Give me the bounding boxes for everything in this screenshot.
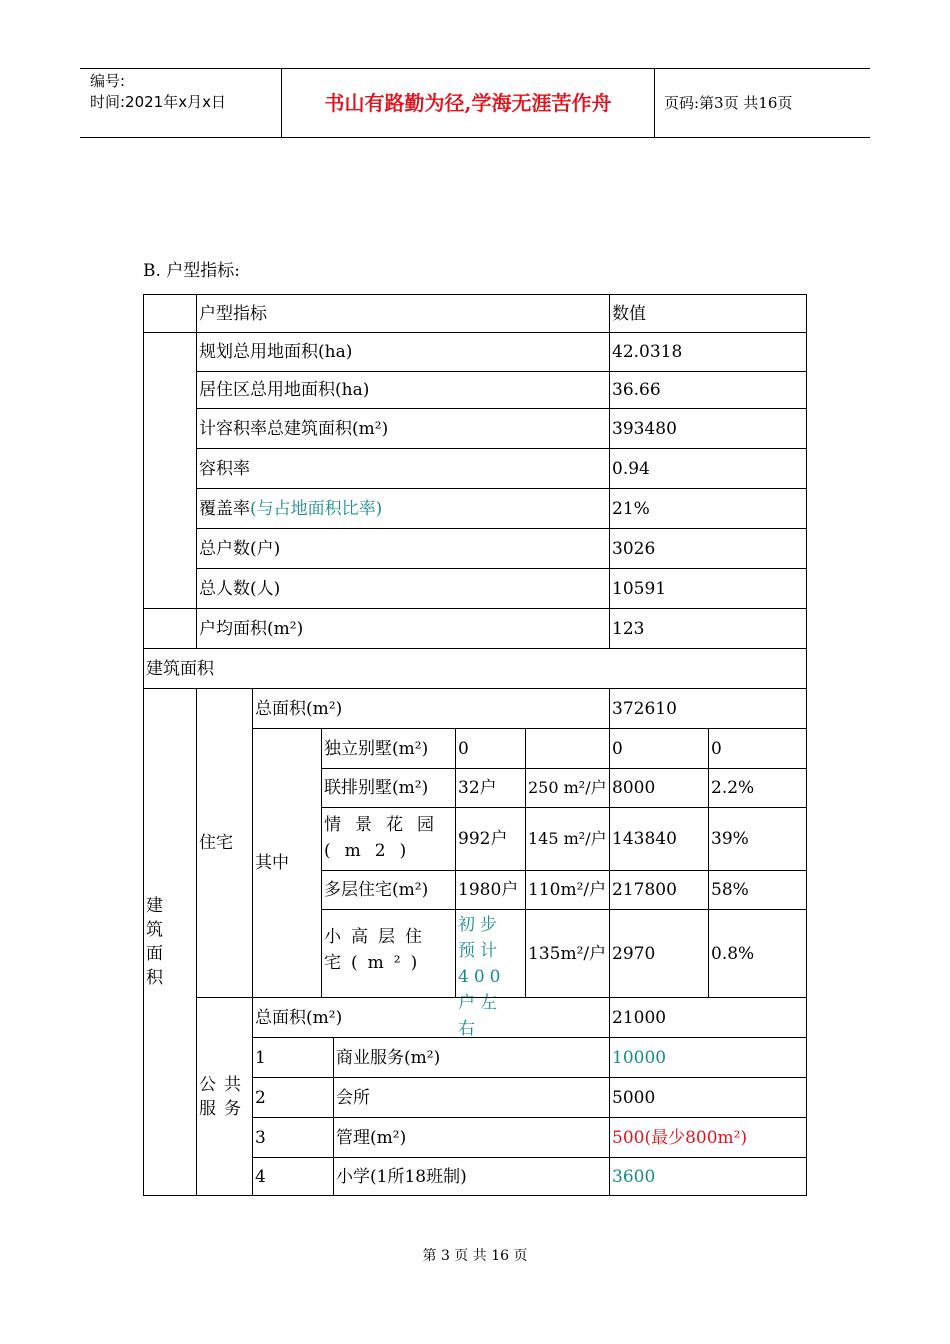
residential-total-value: 372610	[609, 688, 807, 729]
residential-label: 住宅	[196, 688, 253, 998]
coverage-label: 覆盖率	[199, 498, 250, 519]
residential-households: 992户	[455, 807, 526, 871]
table-cell-empty	[143, 332, 197, 609]
row-label: 容积率	[196, 448, 610, 489]
residential-households: 32户	[455, 768, 526, 808]
residential-households: 1980户	[455, 870, 526, 910]
public-item-no: 2	[252, 1077, 334, 1118]
residential-pct: 0	[708, 728, 807, 769]
residential-total-label: 总面积(m²)	[252, 688, 610, 729]
residential-per-unit: 250 m²/户	[525, 768, 610, 808]
building-area-side-text: 建筑面积	[146, 896, 171, 988]
page-header	[80, 68, 870, 138]
building-area-side-label	[143, 688, 197, 1196]
row-label: 计容积率总建筑面积(m²)	[196, 408, 610, 449]
col-header-value: 数值	[609, 294, 807, 333]
header-number: 编号:	[90, 72, 126, 90]
row-value: 123	[609, 608, 807, 649]
public-service-text: 公共服务	[199, 1074, 249, 1119]
public-item-value: 5000	[609, 1077, 807, 1118]
row-value: 36.66	[609, 371, 807, 409]
residential-pct: 58%	[708, 870, 807, 910]
section-title: B. 户型指标:	[143, 261, 241, 281]
residential-pct: 0.8%	[708, 909, 807, 998]
public-item-name: 小学(1所18班制)	[333, 1157, 610, 1196]
page-footer: 第 3 页 共 16 页	[422, 1248, 528, 1264]
public-total-value: 21000	[609, 997, 807, 1038]
residential-type: 联排别墅(m²)	[321, 768, 456, 808]
public-service-label	[196, 997, 253, 1196]
residential-area: 0	[609, 728, 709, 769]
public-item-value: 10000	[609, 1037, 807, 1078]
residential-per-unit: 135m²/户	[525, 909, 610, 998]
header-page-info: 页码:第3页 共16页	[664, 94, 793, 112]
row-value: 3026	[609, 528, 807, 569]
public-item-no: 3	[252, 1117, 334, 1158]
row-value: 42.0318	[609, 332, 807, 372]
coverage-note: (与占地面积比率)	[250, 498, 383, 519]
residential-type-text: 小高层住宅(m²)	[324, 927, 432, 973]
residential-type	[321, 807, 456, 871]
residential-households-note	[455, 909, 526, 1039]
public-total-label: 总面积(m²)	[252, 997, 610, 1038]
row-label-coverage	[196, 488, 610, 529]
residential-type: 独立别墅(m²)	[321, 728, 456, 769]
residential-pct: 2.2%	[708, 768, 807, 808]
header-motto: 书山有路勤为径,学海无涯苦作舟	[282, 69, 655, 137]
public-item-no: 4	[252, 1157, 334, 1196]
table-cell-empty	[143, 294, 197, 333]
residential-area: 8000	[609, 768, 709, 808]
residential-per-unit	[525, 728, 610, 769]
residential-type: 多层住宅(m²)	[321, 870, 456, 910]
public-item-value-warning: 500(最少800m²)	[609, 1117, 807, 1158]
row-value: 0.94	[609, 448, 807, 489]
row-label: 居住区总用地面积(ha)	[196, 371, 610, 409]
residential-households-text: 初步预计400户左右	[458, 915, 506, 1039]
col-header-indicator: 户型指标	[196, 294, 610, 333]
public-item-name: 商业服务(m²)	[333, 1037, 610, 1078]
row-value: 10591	[609, 568, 807, 609]
residential-households: 0	[455, 728, 526, 769]
residential-area: 2970	[609, 909, 709, 998]
residential-pct: 39%	[708, 807, 807, 871]
residential-type	[321, 909, 456, 998]
residential-area: 143840	[609, 807, 709, 871]
row-label: 规划总用地面积(ha)	[196, 332, 610, 372]
residential-qizhong: 其中	[252, 728, 322, 998]
row-value: 393480	[609, 408, 807, 449]
public-item-value: 3600	[609, 1157, 807, 1196]
row-label: 总人数(人)	[196, 568, 610, 609]
header-time: 时间:2021年x月x日	[90, 93, 226, 111]
public-item-no: 1	[252, 1037, 334, 1078]
residential-per-unit: 110m²/户	[525, 870, 610, 910]
building-area-header: 建筑面积	[143, 648, 807, 689]
row-label: 户均面积(m²)	[196, 608, 610, 649]
row-label: 总户数(户)	[196, 528, 610, 569]
row-value: 21%	[609, 488, 807, 529]
residential-per-unit: 145 m²/户	[525, 807, 610, 871]
residential-area: 217800	[609, 870, 709, 910]
public-item-name: 管理(m²)	[333, 1117, 610, 1158]
table-cell-empty	[143, 608, 197, 649]
header-meta	[80, 69, 282, 137]
residential-type-text: 情景花园(m2)	[324, 815, 448, 861]
public-item-name: 会所	[333, 1077, 610, 1118]
